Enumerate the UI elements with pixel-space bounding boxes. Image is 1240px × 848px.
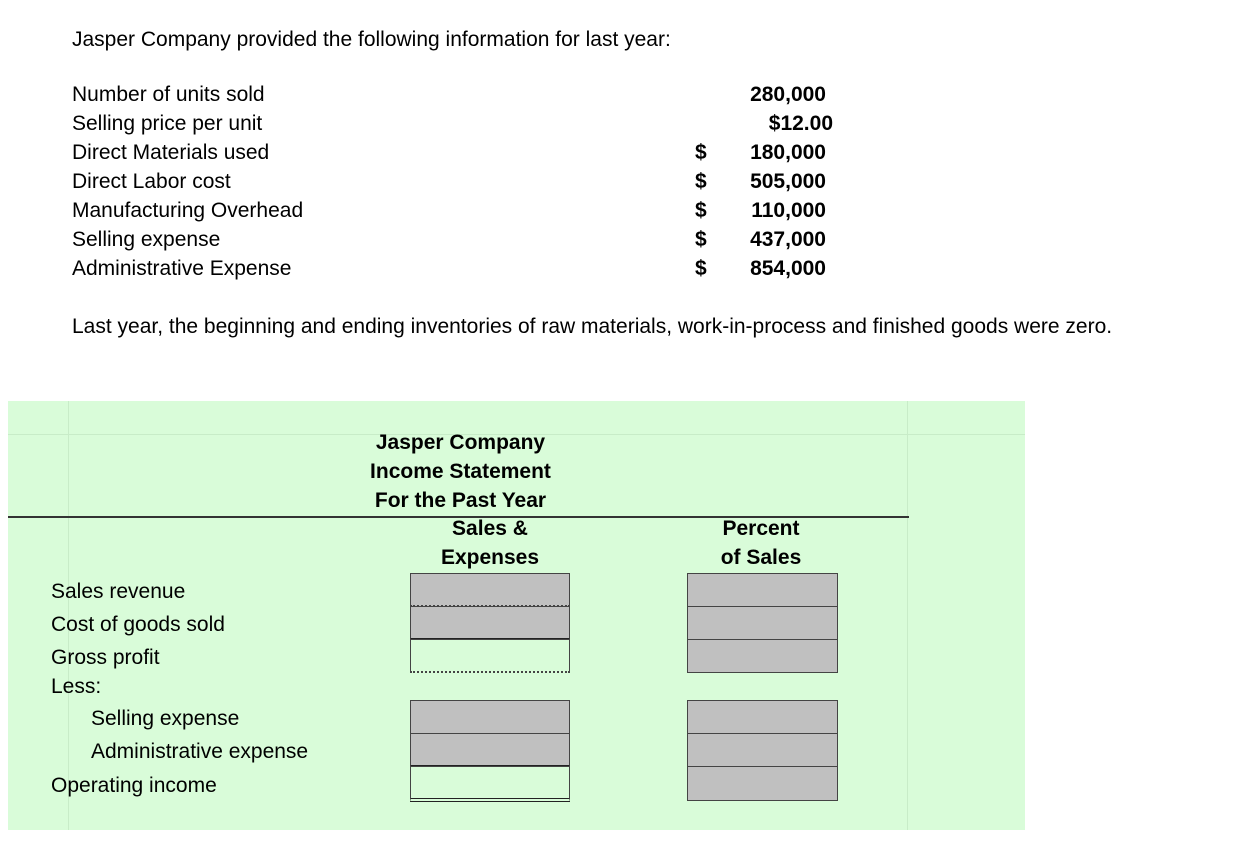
administrative-expense-amount-input[interactable] [410,733,570,767]
column-header-percent-line1: Percent [722,517,800,540]
inventory-note: Last year, the beginning and ending inventories of raw materials, work-in-process and finished goods were zero. [72,315,1113,338]
gross-profit-amount-input[interactable] [410,639,570,673]
info-row-direct-materials [72,141,842,170]
operating-income-amount-input[interactable] [410,766,570,802]
info-row-units-sold [72,83,842,112]
administrative-expense-percent-input[interactable] [687,733,838,767]
row-label-less: Less: [51,675,102,698]
info-row-selling-expense [72,228,842,257]
info-label: Selling expense [72,228,221,251]
cogs-percent-input[interactable] [687,606,838,640]
info-dollar-sign: $ [695,141,707,164]
info-value: 437,000 [750,228,826,251]
info-label: Administrative Expense [72,257,292,280]
info-row-administrative-expense [72,257,842,286]
info-label: Direct Materials used [72,141,270,164]
info-label: Direct Labor cost [72,170,231,193]
info-row-manufacturing-overhead [72,199,842,228]
column-header-sales-expenses-line2: Expenses [440,546,540,569]
info-dollar-sign: $ [695,257,707,280]
statement-company-name: Jasper Company [375,431,546,454]
sales-revenue-amount-input[interactable] [410,573,570,607]
info-dollar-sign: $ [695,170,707,193]
row-label-selling-expense: Selling expense [91,707,240,730]
gross-profit-percent-input[interactable] [687,639,838,673]
cogs-amount-input[interactable] [410,606,570,640]
info-label: Selling price per unit [72,112,263,135]
column-header-sales-expenses-line1: Sales & [452,517,528,540]
info-value: 505,000 [750,170,826,193]
income-statement-worksheet [8,401,1025,830]
row-label-sales-revenue: Sales revenue [51,580,186,603]
info-label: Manufacturing Overhead [72,199,304,222]
intro-text: Jasper Company provided the following information for last year: [72,28,671,51]
info-value: 854,000 [750,257,826,280]
selling-expense-amount-input[interactable] [410,700,570,734]
info-value: 280,000 [750,83,826,106]
info-value: 180,000 [750,141,826,164]
row-label-cost-of-goods-sold: Cost of goods sold [51,613,225,636]
info-value: $12.00 [768,112,833,135]
column-header-percent-line2: of Sales [720,546,802,569]
gridline [907,401,908,830]
info-label: Number of units sold [72,83,265,106]
operating-income-percent-input[interactable] [687,766,838,801]
statement-title: Income Statement [370,460,551,483]
info-dollar-sign: $ [695,228,707,251]
row-label-gross-profit: Gross profit [51,646,160,669]
info-row-direct-labor [72,170,842,199]
info-dollar-sign: $ [695,199,707,222]
row-label-administrative-expense: Administrative expense [91,740,309,763]
sales-revenue-percent-input[interactable] [687,573,838,607]
selling-expense-percent-input[interactable] [687,700,838,734]
row-label-operating-income: Operating income [51,774,217,797]
statement-period: For the Past Year [374,489,547,512]
info-row-selling-price [72,112,842,141]
info-value: 110,000 [751,199,826,222]
